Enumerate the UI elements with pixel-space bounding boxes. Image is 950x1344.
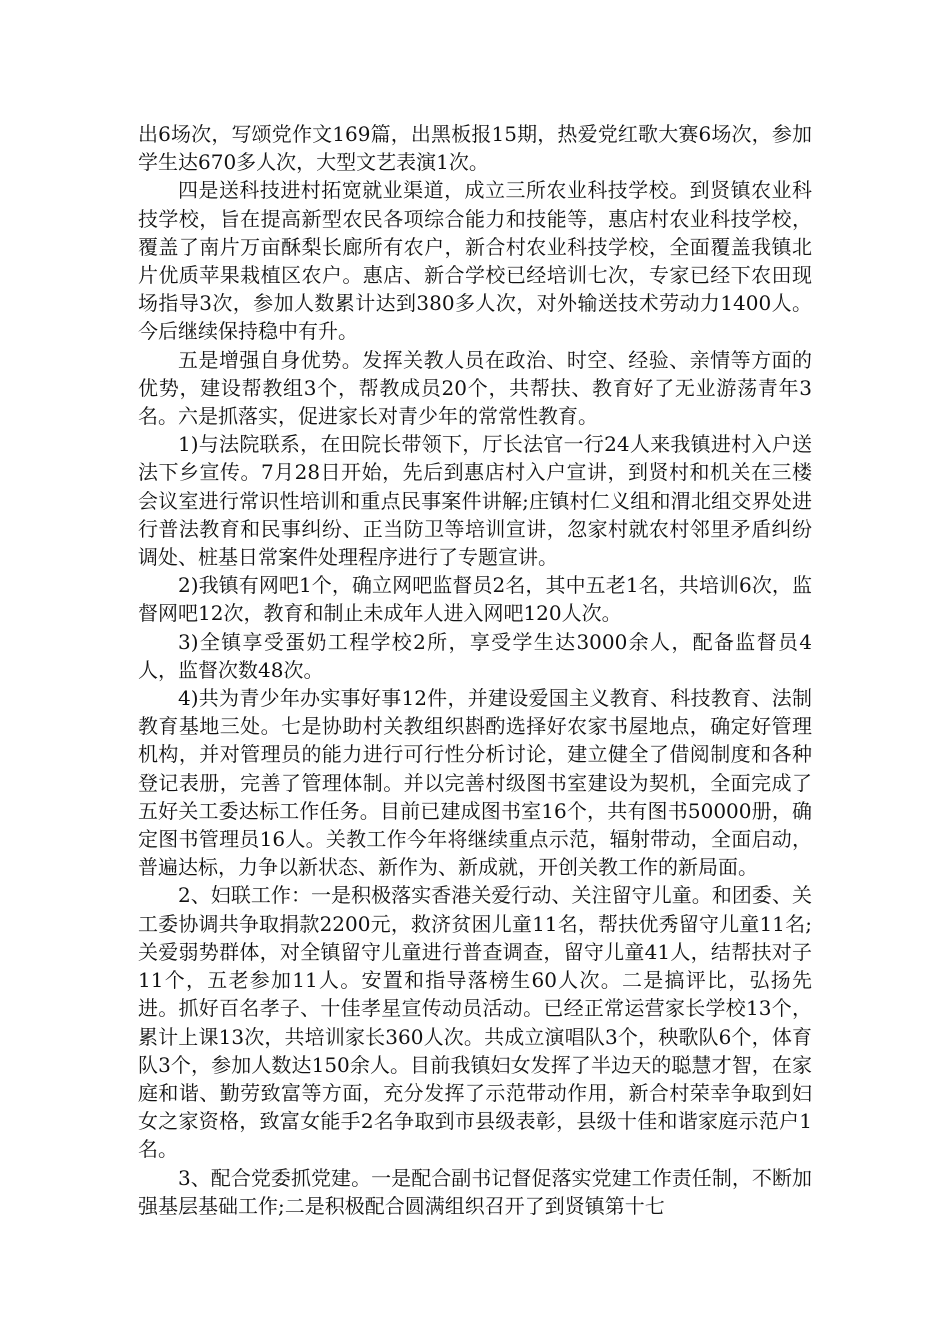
paragraph-party-building: 3、配合党委抓党建。一是配合副书记督促落实党建工作责任制，不断加强基层基础工作;二是积极配合圆满组织召开了到贤镇第十七: [138, 1165, 812, 1218]
paragraph-science-schools: 四是送科技进村拓宽就业渠道，成立三所农业科技学校。到贤镇农业科技学校，旨在提高新型农民各项综合能力和技能等，惠店村农业科技学校，覆盖了南片万亩酥梨长廊所有农户，新合村农业科技学校，全面覆盖我镇北片优质苹果栽植区农户。惠店、新合学校已经培训七次，专家已经下农田现场指导3次，参加人数累计达到380多人次，对外输送技术劳动力1400人。今后继续保持稳中有升。: [138, 178, 812, 344]
paragraph-self-advantages: 五是增强自身优势。发挥关教人员在政治、时空、经验、亲情等方面的优势，建设帮教组3个，帮教成员20个，共帮扶、教育好了无业游荡青年3名。六是抓落实，促进家长对青少年的常常性教育。: [138, 347, 812, 429]
paragraph-item-1-court: 1)与法院联系，在田院长带领下，厅长法官一行24人来我镇进村入户送法下乡宣传。7月28日开始，先后到惠店村入户宣讲，到贤村和机关在三楼会议室进行常识性培训和重点民事案件讲解;庄镇村仁义组和渭北组交界处进行普法教育和民事纠纷、正当防卫等培训宣讲，忽家村就农村邻里矛盾纠纷调处、桩基日常案件处理程序进行了专题宣讲。: [138, 432, 812, 570]
paragraph-item-3-egg-milk: 3)全镇享受蛋奶工程学校2所，享受学生达3000余人，配备监督员4人，监督次数48次。: [138, 629, 812, 682]
paragraph-item-4-practical-work: 4)共为青少年办实事好事12件，并建设爱国主义教育、科技教育、法制教育基地三处。七是协助村关教组织斟酌选择好农家书屋地点，确定好管理机构，并对管理员的能力进行可行性分析讨论，建立健全了借阅制度和各种登记表册，完善了管理体制。并以完善村级图书室建设为契机，全面完成了五好关工委达标工作任务。目前已建成图书室16个，共有图书50000册，确定图书管理员16人。关教工作今年将继续重点示范，辐射带动，全面启动，普遍达标，力争以新状态、新作为、新成就，开创关教工作的新局面。: [138, 686, 812, 880]
document-page: [138, 120, 812, 1220]
paragraph-womens-federation: 2、妇联工作：一是积极落实香港关爱行动、关注留守儿童。和团委、关工委协调共争取捐款2200元，救济贫困儿童11名，帮扶优秀留守儿童11名;关爱弱势群体，对全镇留守儿童进行普查调查，留守儿童41人，结帮扶对子11个，五老参加11人。安置和指导落榜生60人次。二是搞评比，弘扬先进。抓好百名孝子、十佳孝星宣传动员活动。已经正常运营家长学校13个，累计上课13次，共培训家长360人次。共成立演唱队3个，秧歌队6个，体育队3个，参加人数达150余人。目前我镇妇女发挥了半边天的聪慧才智，在家庭和谐、勤劳致富等方面，充分发挥了示范带动作用，新合村荣幸争取到妇女之家资格，致富女能手2名争取到市县级表彰，县级十佳和谐家庭示范户1名。: [138, 883, 812, 1162]
paragraph-continuation: 出6场次，写颂党作文169篇，出黑板报15期，热爱党红歌大赛6场次，参加学生达670多人次，大型文艺表演1次。: [138, 122, 812, 175]
paragraph-item-2-internet-cafe: 2)我镇有网吧1个，确立网吧监督员2名，其中五老1名，共培训6次，监督网吧12次，教育和制止未成年人进入网吧120人次。: [138, 573, 812, 626]
